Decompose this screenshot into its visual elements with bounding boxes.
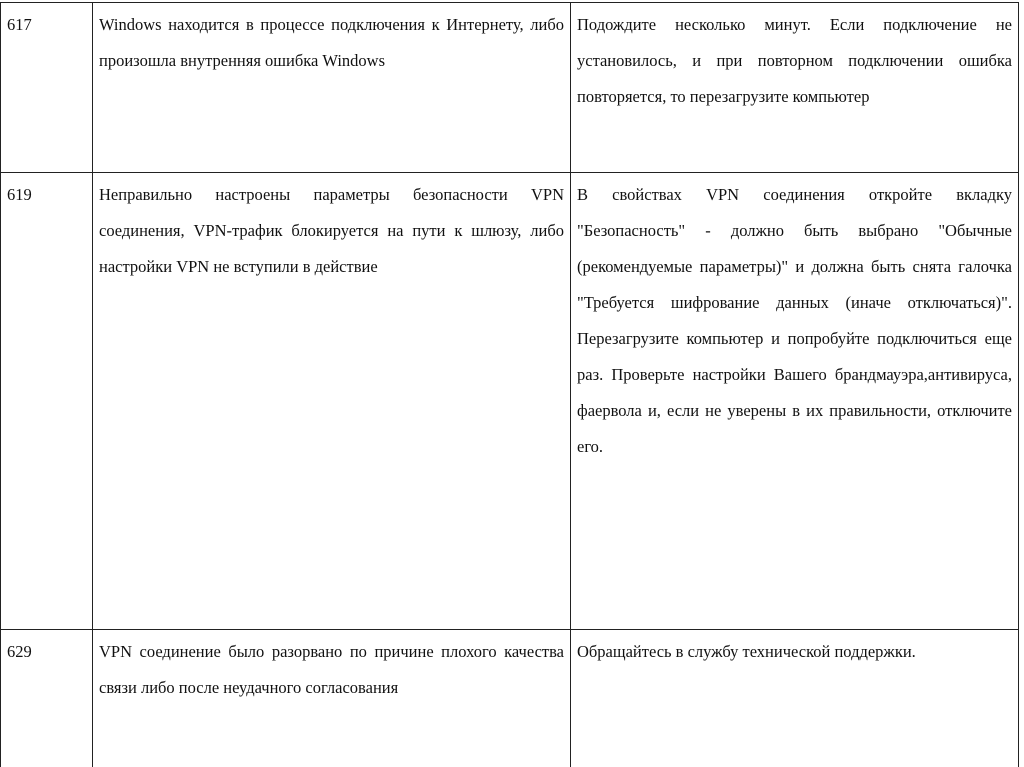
error-solution-cell: Обращайтесь в службу технической поддержки. [571,630,1019,767]
error-cause-cell: Windows находится в процессе подключения к Интернету, либо произошла внутренняя ошибка Windows [93,3,571,173]
error-codes-table [0,2,1019,767]
error-cause-cell: VPN соединение было разорвано по причине плохого качества связи либо после неудачного согласования [93,630,571,767]
error-solution-cell: Подождите несколько минут. Если подключение не установилось, и при повторном подключении ошибка повторяется, то перезагрузите компьютер [571,3,1019,173]
error-code-cell: 617 [1,3,93,173]
error-cause-cell: Неправильно настроены параметры безопасности VPN соединения, VPN-трафик блокируется на пути к шлюзу, либо настройки VPN не вступили в действие [93,173,571,630]
table-row [1,630,1019,767]
error-code-cell: 629 [1,630,93,767]
error-solution-cell: В свойствах VPN соединения откройте вкладку "Безопасность" - должно быть выбрано "Обычные (рекомендуемые параметры)" и должна быть снята галочка "Требуется шифрование данных (иначе отключаться)". Перезагрузите компьютер и попробуйте подключиться еще раз. Проверьте настройки Вашего брандмауэра,антивируса, фаервола и, если не уверены в их правильности, отключите его. [571,173,1019,630]
error-code-cell: 619 [1,173,93,630]
table-row [1,173,1019,630]
table-row [1,3,1019,173]
